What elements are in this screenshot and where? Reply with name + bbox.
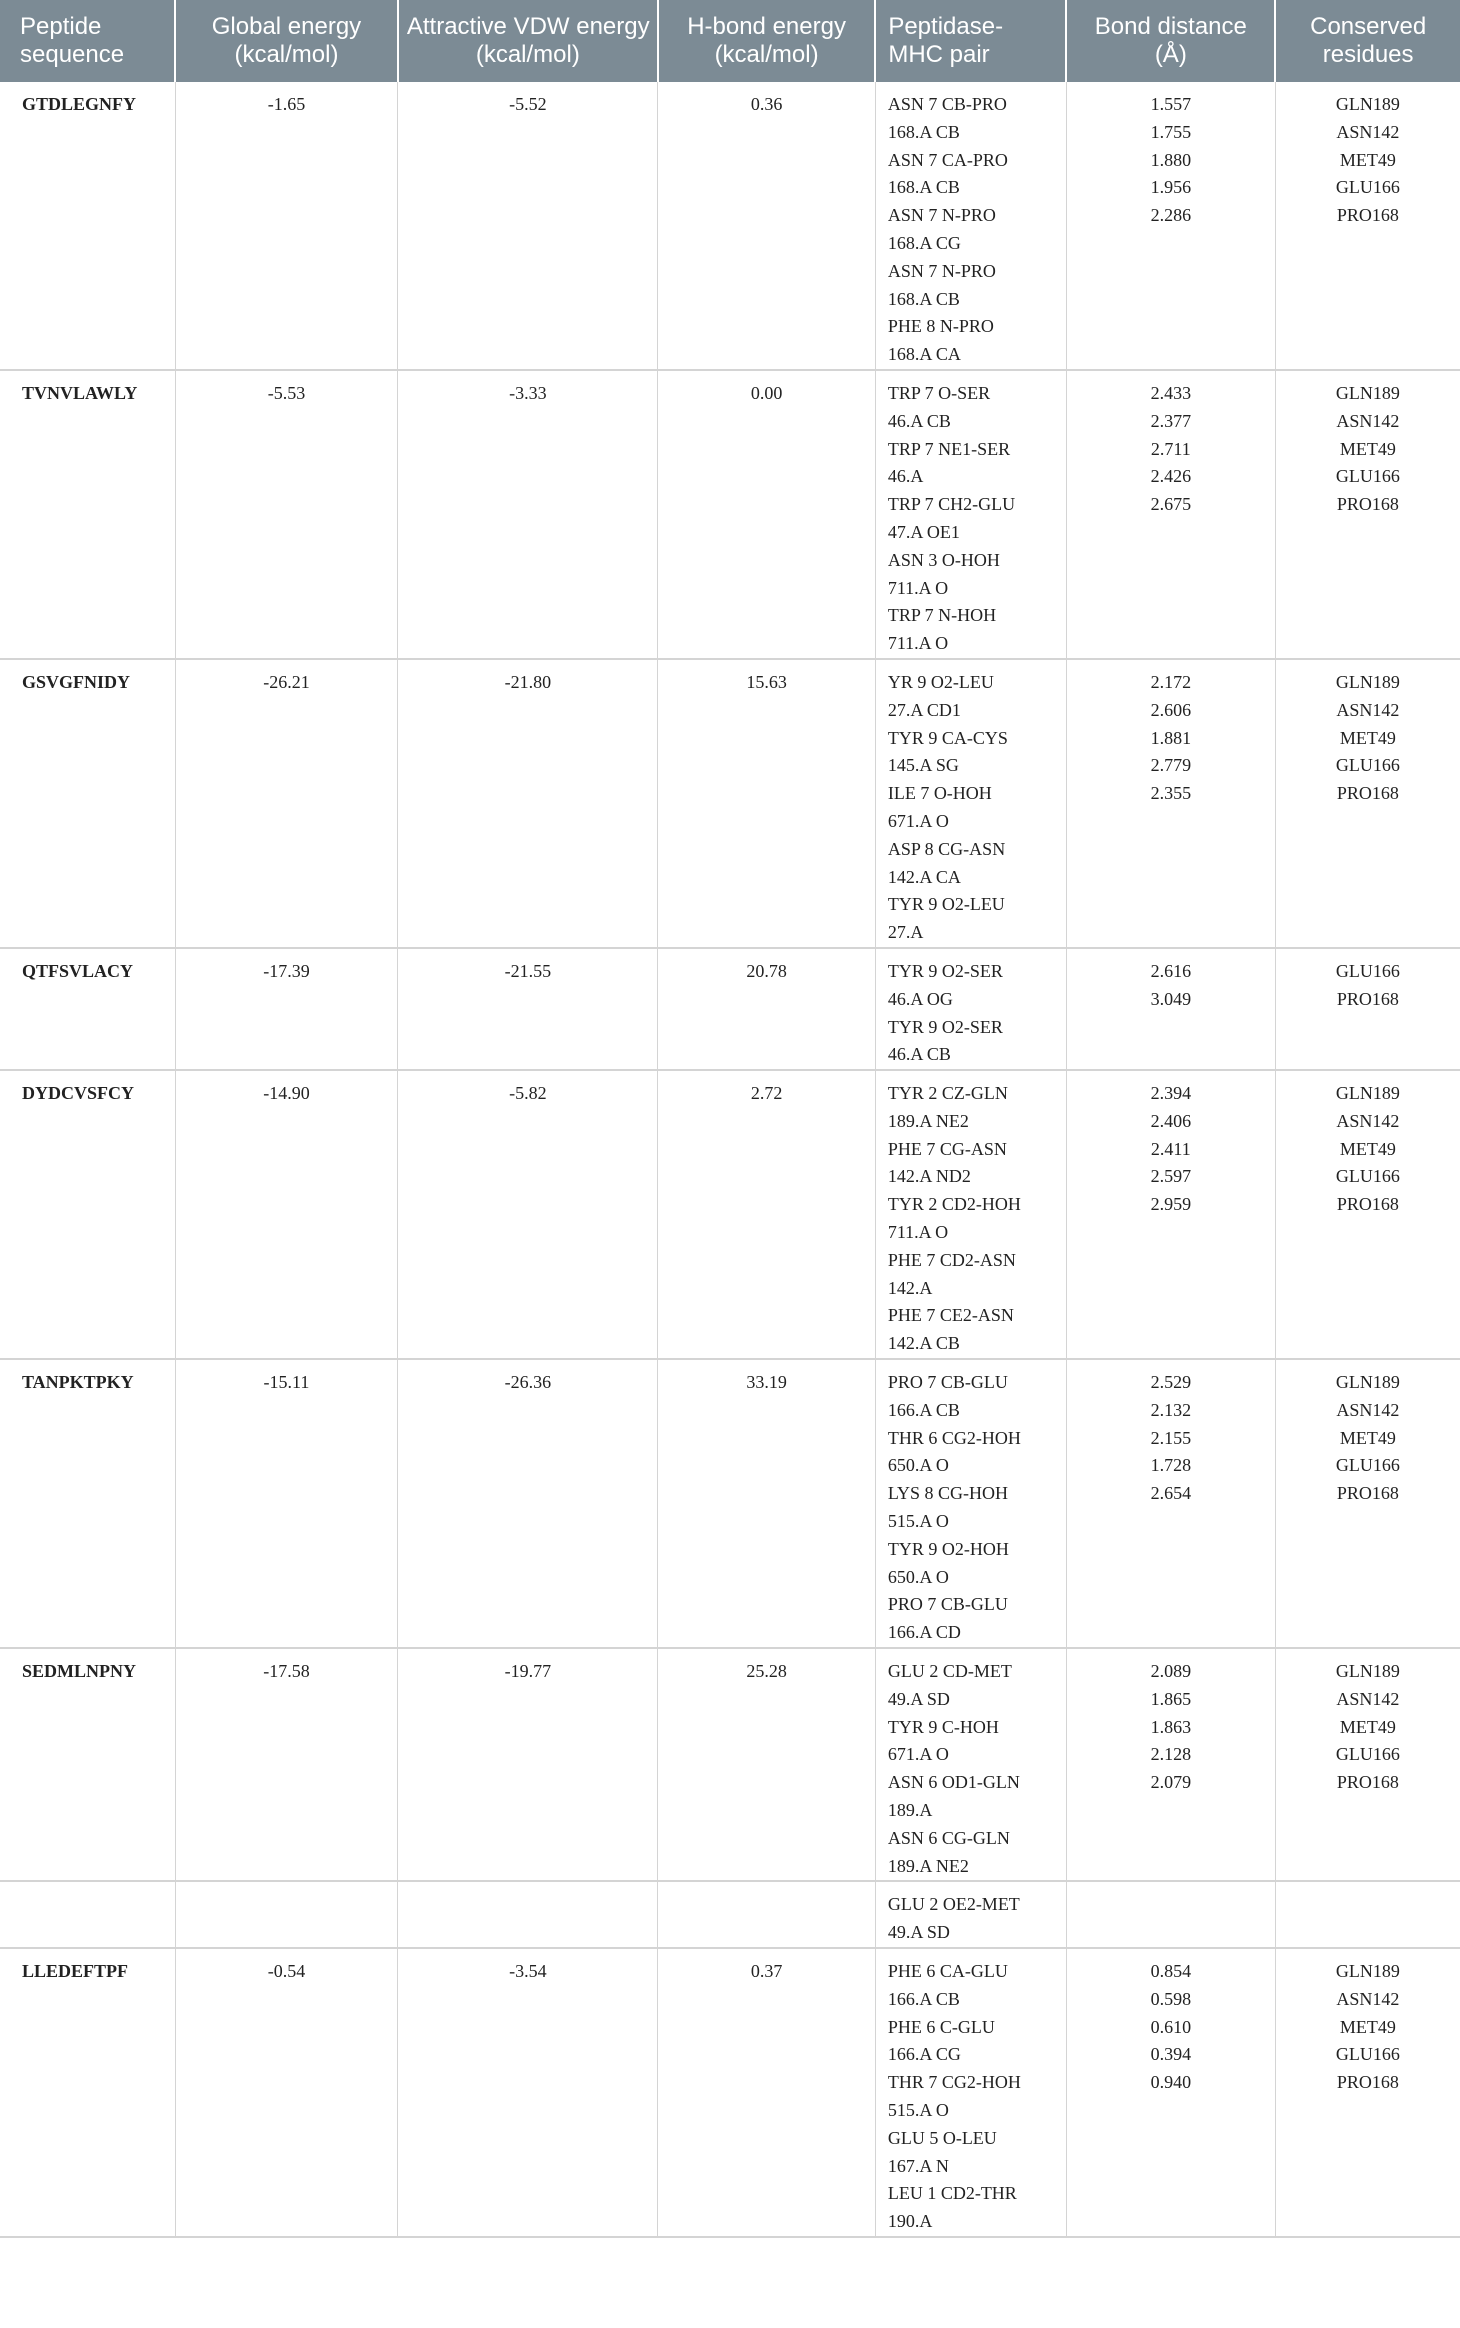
distance-value: 2.128: [1150, 1744, 1192, 1765]
pair-line: 142.A: [887, 1277, 933, 1298]
hbond-energy-cell: 15.63: [658, 659, 876, 948]
peptidase-mhc-pair-cell: [875, 1359, 1066, 1648]
pair-line: PRO 7 CB-GLU: [887, 1594, 1008, 1615]
distance-value: 2.433: [1150, 382, 1192, 403]
vdw-energy-cell: -26.36: [398, 1359, 658, 1648]
peptide-sequence-cell: GSVGFNIDY: [0, 659, 175, 948]
distance-value: 2.155: [1150, 1427, 1192, 1448]
conserved-residue: ASN142: [1336, 121, 1400, 142]
conserved-residue: ASN142: [1336, 1110, 1400, 1131]
peptidase-mhc-pair-cell: [875, 1881, 1066, 1948]
pair-line: TYR 9 O2-LEU: [887, 894, 1005, 915]
pair-line: 190.A: [887, 2211, 933, 2232]
pair-line: PHE 7 CD2-ASN: [887, 1249, 1016, 1270]
peptide-sequence-cell: LLEDEFTPF: [0, 1948, 175, 2237]
conserved-residue: GLN189: [1335, 1083, 1400, 1104]
pair-line: 27.A: [887, 922, 924, 943]
header-global-energy: Global energy (kcal/mol): [175, 0, 398, 82]
conserved-residue: PRO168: [1336, 494, 1399, 515]
distance-value: 1.863: [1150, 1716, 1192, 1737]
distance-value: 2.779: [1150, 755, 1192, 776]
pair-line: 46.A: [887, 466, 924, 487]
pair-line: TYR 9 CA-CYS: [887, 727, 1008, 748]
hbond-energy-cell: 33.19: [658, 1359, 876, 1648]
global-energy-cell: -5.53: [175, 370, 398, 659]
pair-line: TYR 9 O2-SER: [887, 960, 1003, 981]
hbond-energy-cell: 0.36: [658, 82, 876, 370]
table-row: [0, 1881, 1460, 1948]
pair-line: LYS 8 CG-HOH: [887, 1483, 1009, 1504]
table-row: [0, 948, 1460, 1070]
pair-line: ASN 7 CA-PRO: [887, 149, 1008, 170]
distance-value: 2.089: [1150, 1661, 1192, 1682]
table-row: [0, 1948, 1460, 2237]
distance-value: 0.854: [1150, 1961, 1192, 1981]
pair-line: 46.A CB: [887, 1044, 951, 1065]
pair-line: 515.A O: [887, 2099, 949, 2120]
distance-value: 1.880: [1150, 149, 1192, 170]
conserved-residues-cell: [1275, 370, 1460, 659]
pair-line: THR 6 CG2-HOH: [887, 1427, 1021, 1448]
pair-line: 711.A O: [887, 577, 949, 598]
distance-value: 1.881: [1150, 727, 1192, 748]
pair-line: ILE 7 O-HOH: [887, 783, 992, 804]
vdw-energy-cell: -5.52: [398, 82, 658, 370]
conserved-residue: GLN189: [1335, 1961, 1400, 1981]
header-hbond-energy: H-bond energy (kcal/mol): [658, 0, 876, 82]
pair-line: 189.A NE2: [887, 1110, 969, 1131]
bond-distance-cell: [1066, 948, 1275, 1070]
pair-line: TRP 7 N-HOH: [887, 605, 997, 626]
conserved-residue: MET49: [1339, 149, 1396, 170]
pair-line: 142.A ND2: [887, 1166, 971, 1187]
distance-value: 2.172: [1150, 671, 1192, 692]
distance-value: 1.557: [1150, 94, 1192, 114]
pair-line: ASN 7 N-PRO: [887, 260, 996, 281]
conserved-residue: GLU166: [1335, 960, 1400, 981]
distance-value: 2.654: [1150, 1483, 1192, 1504]
hbond-energy-cell: 2.72: [658, 1070, 876, 1359]
conserved-residue: GLN189: [1335, 382, 1400, 403]
pair-line: GLU 2 OE2-MET: [887, 1894, 1020, 1915]
conserved-residues-cell: [1275, 1648, 1460, 1881]
peptide-sequence-cell: GTDLEGNFY: [0, 82, 175, 370]
pair-line: ASP 8 CG-ASN: [887, 838, 1006, 859]
pair-line: PHE 6 C-GLU: [887, 2016, 995, 2037]
distance-value: 1.755: [1150, 121, 1192, 142]
distance-value: 2.616: [1150, 960, 1192, 981]
pair-line: THR 7 CG2-HOH: [887, 2072, 1021, 2093]
pair-line: 168.A CB: [887, 177, 960, 198]
pair-line: GLU 5 O-LEU: [887, 2127, 997, 2148]
peptide-sequence-cell: QTFSVLACY: [0, 948, 175, 1070]
distance-value: 2.675: [1150, 494, 1192, 515]
conserved-residue: GLU166: [1335, 177, 1400, 198]
pair-line: LEU 1 CD2-THR: [887, 2183, 1017, 2204]
conserved-residue: GLU166: [1335, 1455, 1400, 1476]
distance-value: 2.426: [1150, 466, 1192, 487]
distance-value: 2.132: [1150, 1399, 1192, 1420]
global-energy-cell: -1.65: [175, 82, 398, 370]
pair-line: 515.A O: [887, 1511, 949, 1532]
pair-line: 166.A CG: [887, 2044, 961, 2065]
pair-line: TYR 9 O2-HOH: [887, 1538, 1009, 1559]
hbond-energy-cell: 25.28: [658, 1648, 876, 1881]
distance-value: 1.728: [1150, 1455, 1192, 1476]
distance-value: 2.355: [1150, 783, 1192, 804]
conserved-residue: ASN142: [1336, 1988, 1400, 2009]
pair-line: TYR 2 CD2-HOH: [887, 1194, 1021, 1215]
bond-distance-cell: [1066, 659, 1275, 948]
table-row: [0, 370, 1460, 659]
global-energy-cell: -0.54: [175, 1948, 398, 2237]
pair-line: 27.A CD1: [887, 699, 961, 720]
table-row: [0, 1359, 1460, 1648]
pair-line: 168.A CB: [887, 121, 960, 142]
conserved-residue: GLU166: [1335, 1166, 1400, 1187]
pair-line: YR 9 O2-LEU: [887, 671, 994, 692]
conserved-residues-cell: [1275, 1948, 1460, 2237]
pair-line: 167.A N: [887, 2155, 949, 2176]
conserved-residue: MET49: [1339, 438, 1396, 459]
conserved-residue: PRO168: [1336, 783, 1399, 804]
pair-line: 142.A CA: [887, 866, 961, 887]
pair-line: 168.A CA: [887, 344, 961, 365]
bond-distance-cell: [1066, 1070, 1275, 1359]
distance-value: 0.610: [1150, 2016, 1192, 2037]
header-attractive-vdw-energy: Attractive VDW energy (kcal/mol): [398, 0, 658, 82]
pair-line: PHE 7 CE2-ASN: [887, 1305, 1014, 1326]
global-energy-cell: -15.11: [175, 1359, 398, 1648]
global-energy-cell: -17.39: [175, 948, 398, 1070]
distance-value: 1.956: [1150, 177, 1192, 198]
pair-line: TRP 7 O-SER: [887, 382, 991, 403]
header-bond-distance: Bond distance (Å): [1066, 0, 1275, 82]
conserved-residue: GLN189: [1335, 671, 1400, 692]
pair-line: 47.A OE1: [887, 521, 960, 542]
conserved-residue: PRO168: [1336, 205, 1399, 226]
distance-value: 0.394: [1150, 2044, 1192, 2065]
conserved-residue: ASN142: [1336, 1399, 1400, 1420]
pair-line: 142.A CB: [887, 1333, 960, 1354]
global-energy-cell: -17.58: [175, 1648, 398, 1881]
distance-value: 2.377: [1150, 410, 1192, 431]
header-peptidase-mhc-pair: Peptidase- MHC pair: [875, 0, 1066, 82]
peptidase-mhc-pair-cell: [875, 1948, 1066, 2237]
peptide-sequence-cell: TANPKTPKY: [0, 1359, 175, 1648]
bond-distance-cell: [1066, 1881, 1275, 1948]
distance-value: 2.411: [1150, 1138, 1191, 1159]
distance-value: 2.959: [1150, 1194, 1192, 1215]
global-energy-cell: -14.90: [175, 1070, 398, 1359]
pair-line: 189.A NE2: [887, 1855, 969, 1876]
pair-line: 166.A CB: [887, 1399, 960, 1420]
bond-distance-cell: [1066, 1648, 1275, 1881]
pair-line: GLU 2 CD-MET: [887, 1661, 1012, 1682]
conserved-residue: PRO168: [1336, 1194, 1399, 1215]
conserved-residue: MET49: [1339, 1716, 1396, 1737]
distance-value: 1.865: [1150, 1688, 1192, 1709]
conserved-residue: MET49: [1339, 2016, 1396, 2037]
table-row: [0, 1070, 1460, 1359]
pair-line: 166.A CD: [887, 1622, 961, 1643]
peptidase-mhc-pair-cell: [875, 1070, 1066, 1359]
pair-line: 671.A O: [887, 810, 949, 831]
pair-line: 168.A CG: [887, 232, 961, 253]
pair-line: ASN 6 OD1-GLN: [887, 1772, 1020, 1793]
pair-line: 711.A O: [887, 633, 949, 654]
peptide-sequence-cell: [0, 1881, 175, 1948]
pair-line: TYR 9 C-HOH: [887, 1716, 999, 1737]
distance-value: 2.394: [1150, 1083, 1192, 1104]
bond-distance-cell: [1066, 82, 1275, 370]
conserved-residue: ASN142: [1336, 410, 1400, 431]
table-body: [0, 82, 1460, 2237]
pair-line: 46.A CB: [887, 410, 951, 431]
distance-value: 2.079: [1150, 1772, 1192, 1793]
pair-line: 650.A O: [887, 1455, 949, 1476]
conserved-residues-cell: [1275, 1359, 1460, 1648]
conserved-residue: MET49: [1339, 1427, 1396, 1448]
peptidase-mhc-pair-cell: [875, 370, 1066, 659]
conserved-residues-cell: [1275, 1070, 1460, 1359]
pair-line: 49.A SD: [887, 1922, 950, 1943]
pair-line: 650.A O: [887, 1566, 949, 1587]
conserved-residue: ASN142: [1336, 1688, 1400, 1709]
peptidase-mhc-pair-cell: [875, 82, 1066, 370]
pair-line: 168.A CB: [887, 288, 960, 309]
bond-distance-cell: [1066, 1359, 1275, 1648]
conserved-residue: ASN142: [1336, 699, 1400, 720]
pair-line: PHE 8 N-PRO: [887, 316, 994, 337]
hbond-energy-cell: 0.00: [658, 370, 876, 659]
vdw-energy-cell: -3.54: [398, 1948, 658, 2237]
pair-line: 711.A O: [887, 1222, 949, 1243]
conserved-residues-cell: [1275, 948, 1460, 1070]
table-row: [0, 82, 1460, 370]
conserved-residue: GLN189: [1335, 94, 1400, 114]
pair-line: PHE 6 CA-GLU: [887, 1961, 1008, 1981]
hbond-energy-cell: 20.78: [658, 948, 876, 1070]
conserved-residue: GLN189: [1335, 1661, 1400, 1682]
pair-line: ASN 7 N-PRO: [887, 205, 996, 226]
conserved-residue: GLN189: [1335, 1372, 1400, 1393]
pair-line: 46.A OG: [887, 988, 953, 1009]
conserved-residue: MET49: [1339, 1138, 1396, 1159]
pair-line: PRO 7 CB-GLU: [887, 1372, 1008, 1393]
pair-line: ASN 3 O-HOH: [887, 549, 1000, 570]
peptidase-mhc-pair-cell: [875, 1648, 1066, 1881]
bond-distance-cell: [1066, 1948, 1275, 2237]
vdw-energy-cell: [398, 1881, 658, 1948]
peptidase-mhc-pair-cell: [875, 659, 1066, 948]
peptide-sequence-cell: TVNVLAWLY: [0, 370, 175, 659]
pair-line: ASN 7 CB-PRO: [887, 94, 1007, 114]
conserved-residue: PRO168: [1336, 988, 1399, 1009]
conserved-residue: PRO168: [1336, 1483, 1399, 1504]
table-header: [0, 0, 1460, 82]
conserved-residue: GLU166: [1335, 1744, 1400, 1765]
distance-value: 2.286: [1150, 205, 1192, 226]
pair-line: TYR 9 O2-SER: [887, 1016, 1003, 1037]
conserved-residues-cell: [1275, 1881, 1460, 1948]
distance-value: 2.406: [1150, 1110, 1192, 1131]
conserved-residue: GLU166: [1335, 466, 1400, 487]
conserved-residue: MET49: [1339, 727, 1396, 748]
pair-line: 189.A: [887, 1800, 933, 1821]
pair-line: TRP 7 CH2-GLU: [887, 494, 1016, 515]
pair-line: ASN 6 CG-GLN: [887, 1827, 1010, 1848]
distance-value: 2.529: [1150, 1372, 1192, 1393]
pair-line: 671.A O: [887, 1744, 949, 1765]
distance-value: 2.606: [1150, 699, 1192, 720]
global-energy-cell: [175, 1881, 398, 1948]
conserved-residues-cell: [1275, 82, 1460, 370]
header-peptide-sequence: Peptide sequence: [0, 0, 175, 82]
vdw-energy-cell: -21.55: [398, 948, 658, 1070]
conserved-residues-cell: [1275, 659, 1460, 948]
pair-line: TRP 7 NE1-SER: [887, 438, 1011, 459]
distance-value: 2.711: [1150, 438, 1191, 459]
pair-line: 145.A SG: [887, 755, 959, 776]
distance-value: 3.049: [1150, 988, 1192, 1009]
distance-value: 0.598: [1150, 1988, 1192, 2009]
distance-value: 0.940: [1150, 2072, 1192, 2093]
peptidase-mhc-pair-cell: [875, 948, 1066, 1070]
conserved-residue: PRO168: [1336, 2072, 1399, 2093]
vdw-energy-cell: -3.33: [398, 370, 658, 659]
conserved-residue: GLU166: [1335, 755, 1400, 776]
pair-line: TYR 2 CZ-GLN: [887, 1083, 1008, 1104]
peptide-sequence-cell: SEDMLNPNY: [0, 1648, 175, 1881]
header-conserved-residues: Conserved residues: [1275, 0, 1460, 82]
peptide-sequence-cell: DYDCVSFCY: [0, 1070, 175, 1359]
bond-distance-cell: [1066, 370, 1275, 659]
distance-value: 2.597: [1150, 1166, 1192, 1187]
vdw-energy-cell: -19.77: [398, 1648, 658, 1881]
hbond-energy-cell: 0.37: [658, 1948, 876, 2237]
global-energy-cell: -26.21: [175, 659, 398, 948]
pair-line: PHE 7 CG-ASN: [887, 1138, 1007, 1159]
hbond-energy-cell: [658, 1881, 876, 1948]
conserved-residue: PRO168: [1336, 1772, 1399, 1793]
table-row: [0, 659, 1460, 948]
table-row: [0, 1648, 1460, 1881]
pair-line: 49.A SD: [887, 1688, 950, 1709]
vdw-energy-cell: -21.80: [398, 659, 658, 948]
conserved-residue: GLU166: [1335, 2044, 1400, 2065]
vdw-energy-cell: -5.82: [398, 1070, 658, 1359]
pair-line: 166.A CB: [887, 1988, 960, 2009]
